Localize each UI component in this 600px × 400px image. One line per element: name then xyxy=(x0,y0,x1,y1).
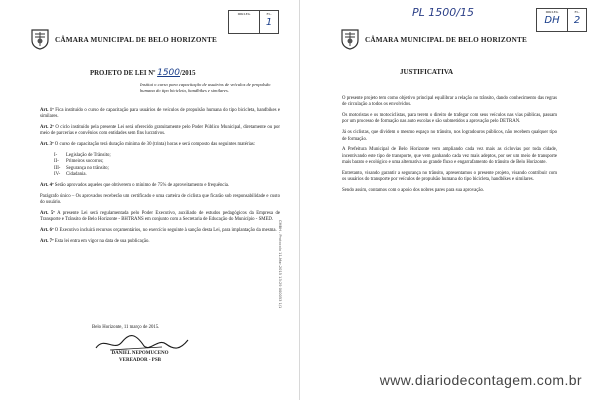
stamp-fl-cell xyxy=(568,9,586,31)
justification-paragraph: Já os ciclistas, que dividem o mesmo espaço no trânsito, nos logradouros públicos, não recebem qualquer tipo de formação. xyxy=(342,130,557,142)
article-4 xyxy=(40,183,280,189)
bill-title xyxy=(90,68,195,78)
article-5-label: Art. 5º xyxy=(40,210,55,216)
stamp-fl-label: FL. xyxy=(266,12,272,16)
signer-role: VEREADOR - PSB xyxy=(119,358,161,363)
right-page xyxy=(300,0,600,400)
signer-name: DANIEL NEPOMUCENO xyxy=(111,351,169,356)
dirleg-stamp xyxy=(536,8,587,32)
stamp-dirleg-value: DH xyxy=(544,15,560,26)
city-crest-icon xyxy=(30,28,50,50)
article-2-text: O ciclo instituído pela presente Lei será oferecido gratuitamente pelo Poder Público Municipal, diretamente ou por meio de parcerias e convênios com entidades sem fins lucrativos. xyxy=(40,125,280,137)
article-6-text: O Executivo incluirá recursos orçamentários, no exercício seguinte à sanção desta Lei, para implantação da mesma. xyxy=(54,228,277,234)
justification-paragraph: Os motoristas e os motociclistas, para terem o direito de trafegar com seus veículos nas vias públicas, passam por um processo de formação nas auto escolas e são submetidos a aprovação pelo DETRAN. xyxy=(342,113,557,125)
justification-paragraph: Sendo assim, contamos com o apoio dos nobres pares para sua aprovação. xyxy=(342,188,485,194)
stamp-fl-value: 1 xyxy=(265,17,273,28)
article-3 xyxy=(40,142,280,148)
sole-paragraph: Parágrafo único – Os aprovados receberão um certificado e uma carteira de ciclista que ficarão sob responsabilidade e custo do usuário. xyxy=(40,193,280,206)
article-1 xyxy=(40,108,280,121)
stamp-dirleg-label: DIRLEG xyxy=(237,12,251,16)
list-item: II- Primeiros socorros; xyxy=(54,159,104,165)
list-item: IV- Cidadania. xyxy=(54,172,87,178)
article-2 xyxy=(40,125,280,138)
article-3-label: Art. 3º xyxy=(40,142,54,148)
header-title: CÂMARA MUNICIPAL DE BELO HORIZONTE xyxy=(55,36,218,44)
stamp-fl-cell xyxy=(260,11,278,33)
justification-paragraph: Entretanto, visando garantir a segurança no trânsito, apresentamos o presente projeto, visando contribuir com os usuários do transporte por veículos de propulsão humana do tipo bicicleta, handbikes e similares. xyxy=(342,170,557,183)
list-item: III- Segurança no trânsito; xyxy=(54,165,109,171)
article-1-label: Art. 1º xyxy=(40,108,54,113)
stamp-dirleg-cell xyxy=(537,9,568,31)
article-5-text: A presente Lei será regulamentada pelo Poder Executivo, auxiliado de estudos pedagógicos da Empresa de Transporte e Trânsito de Belo Horizonte - BHTRANS em conjunto com a Secretaria de Educação do Município - SMED. xyxy=(40,210,280,223)
stamp-dirleg-cell xyxy=(229,11,260,33)
article-4-label: Art. 4º xyxy=(40,182,54,188)
place-date: Belo Horizonte, 11 março de 2015. xyxy=(92,325,160,330)
bill-number: 1500 xyxy=(157,68,180,78)
list-item: I- Legislação de Trânsito; xyxy=(54,153,111,159)
article-7 xyxy=(40,239,280,245)
justification-body xyxy=(342,96,557,199)
justification-paragraph: A Prefeitura Municipal de Belo Horizonte vem ampliando cada vez mais as ciclovias por toda cidade, incentivando este tipo de transporte, que vem ganhando cada vez mais adeptos, por ser um meio de transporte mais barato e ecológico e uma alternativa ao grande fluxo e engarrafamento do trânsito de Belo Horizonte. xyxy=(342,147,557,166)
bill-summary: Institui o curso para capacitação de usuários de veículos de propulsão humana do tipo bicicleta, handbikes e similares. xyxy=(140,82,271,93)
justification-title: JUSTIFICATIVA xyxy=(400,68,454,76)
header-title: CÂMARA MUNICIPAL DE BELO HORIZONTE xyxy=(365,36,528,44)
article-3-list xyxy=(54,153,280,178)
article-1-text: Fica instituído o curso de capacitação para usuários de veículos de propulsão humana do tipo bicicleta, handbikes e similares. xyxy=(40,108,281,120)
article-4-text: Serão aprovados aqueles que obtiverem o mínimo de 75% de aproveitamento e frequência. xyxy=(54,182,230,188)
justification-paragraph: O presente projeto tem como objetivo principal equilibrar a relação no trânsito, dando conhecimento das regras de circulação a todos os envolvidos. xyxy=(342,96,557,108)
article-2-label: Art. 2º xyxy=(40,125,54,131)
stamp-dirleg-label: DIRLEG xyxy=(545,10,559,14)
article-3-text: O curso de capacitação terá duração mínima de 30 (trinta) horas e será composto das seguintes matérias: xyxy=(54,142,256,148)
article-5 xyxy=(40,211,280,224)
stamp-fl-value: 2 xyxy=(573,15,581,26)
city-crest-icon xyxy=(340,28,360,50)
bill-year: /2015 xyxy=(180,70,196,77)
protocol-stamp: CMBH - Protocolo 11-Mar-2015 13:29 000053 1/1 xyxy=(278,220,282,309)
stamp-fl-label: FL. xyxy=(574,10,580,14)
article-7-label: Art. 7º xyxy=(40,238,54,244)
article-6-label: Art. 6º xyxy=(40,228,54,234)
site-watermark: www.diariodecontagem.com.br xyxy=(379,372,582,388)
article-6 xyxy=(40,228,280,234)
article-7-text: Esta lei entra em vigor na data de sua publicação. xyxy=(54,238,150,244)
handwritten-reference: PL 1500/15 xyxy=(412,6,474,19)
dirleg-stamp xyxy=(228,10,279,34)
bill-title-prefix: PROJETO DE LEI Nº xyxy=(90,70,156,77)
bill-body xyxy=(40,108,280,250)
